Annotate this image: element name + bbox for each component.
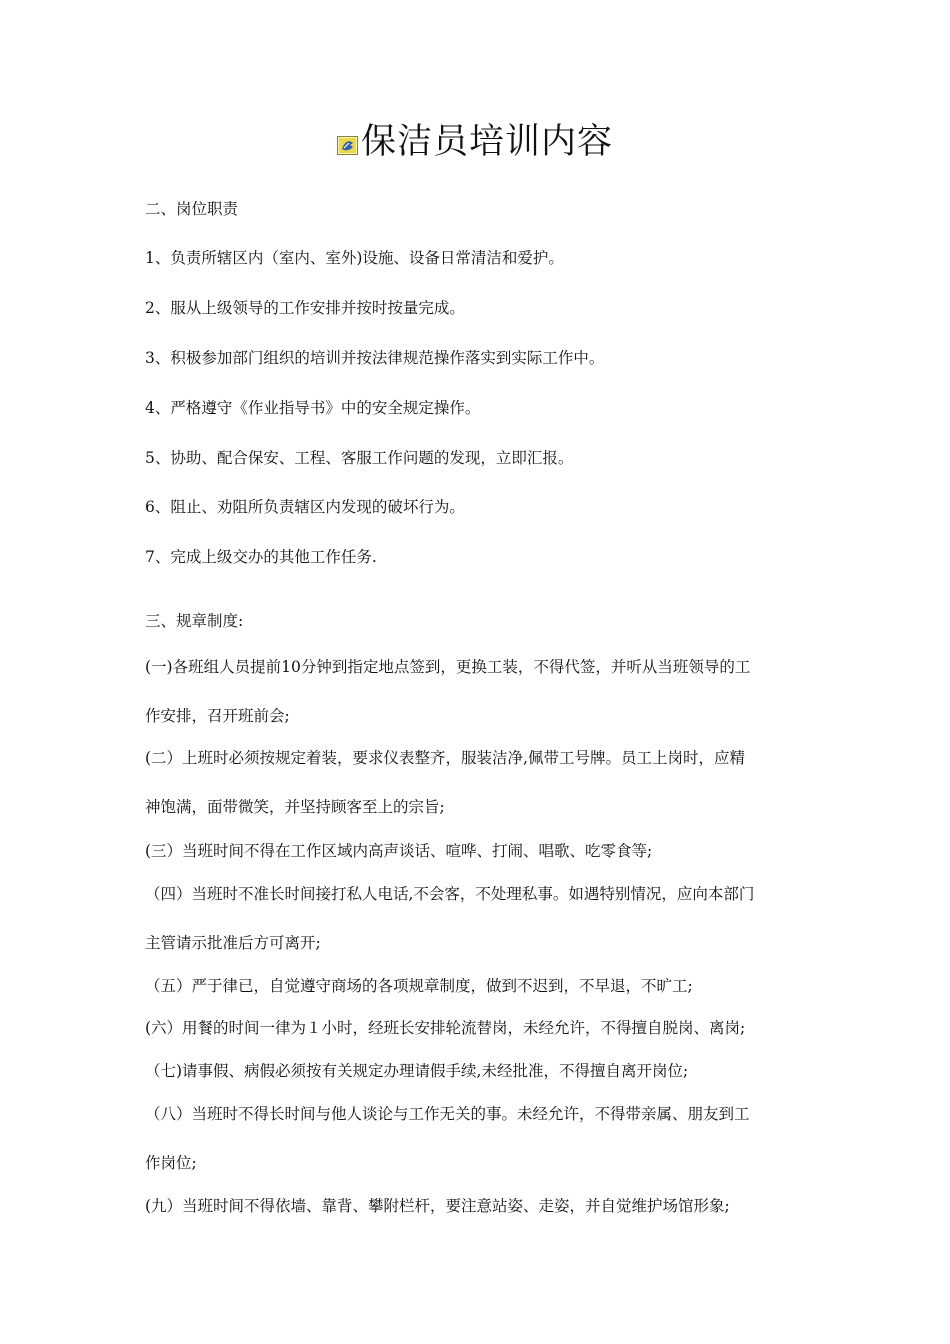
duty-item: 5、协助、配合保安、工程、客服工作问题的发现，立即汇报。 — [145, 449, 574, 467]
rule-line: (一)各班组人员提前10分钟到指定地点签到，更换工装，不得代签，并听从当班领导的工 — [145, 658, 751, 676]
duty-item: 7、完成上级交办的其他工作任务. — [145, 548, 377, 566]
duty-item: 4、严格遵守《作业指导书》中的安全规定操作。 — [145, 399, 481, 417]
document-icon — [337, 136, 358, 155]
rule-line: (三）当班时间不得在工作区域内高声谈话、喧哗、打闹、唱歌、吃零食等; — [145, 842, 653, 860]
section-heading-rules: 三、规章制度: — [145, 612, 244, 630]
duty-item: 2、服从上级领导的工作安排并按时按量完成。 — [145, 299, 465, 317]
duty-item: 1、负责所辖区内（室内、室外)设施、设备日常清洁和爱护。 — [145, 249, 564, 267]
rule-line: 作岗位; — [145, 1154, 197, 1172]
section-heading-duties: 二、岗位职责 — [145, 200, 239, 218]
duty-item: 3、积极参加部门组织的培训并按法律规范操作落实到实际工作中。 — [145, 349, 605, 367]
rule-line: (二）上班时必须按规定着装，要求仪表整齐，服装洁净,佩带工号牌。员工上岗时，应精 — [145, 749, 745, 767]
page-title-text: 保洁员培训内容 — [360, 122, 613, 162]
rule-line: （四）当班时不准长时间接打私人电话,不会客，不处理私事。如遇特别情况，应向本部门 — [145, 885, 755, 903]
rule-line: (六）用餐的时间一律为１小时，经班长安排轮流替岗，未经允许，不得擅自脱岗、离岗; — [145, 1019, 746, 1037]
rule-line: （七)请事假、病假必须按有关规定办理请假手续,未经批准，不得擅自离开岗位; — [145, 1062, 689, 1080]
page-title — [0, 116, 950, 168]
rule-line: （五）严于律已，自觉遵守商场的各项规章制度，做到不迟到，不早退，不旷工; — [145, 977, 693, 995]
rule-line: (九）当班时间不得依墙、靠背、攀附栏杆，要注意站姿、走姿，并自觉维护场馆形象; — [145, 1197, 730, 1215]
duty-item: 6、阻止、劝阻所负责辖区内发现的破坏行为。 — [145, 498, 465, 516]
rule-line: 神饱满，面带微笑，并坚持顾客至上的宗旨; — [145, 798, 445, 816]
rule-line: （八）当班时不得长时间与他人谈论与工作无关的事。未经允许，不得带亲属、朋友到工 — [145, 1105, 750, 1123]
rule-line: 作安排，召开班前会; — [145, 707, 290, 725]
rule-line: 主管请示批准后方可离开; — [145, 934, 321, 952]
